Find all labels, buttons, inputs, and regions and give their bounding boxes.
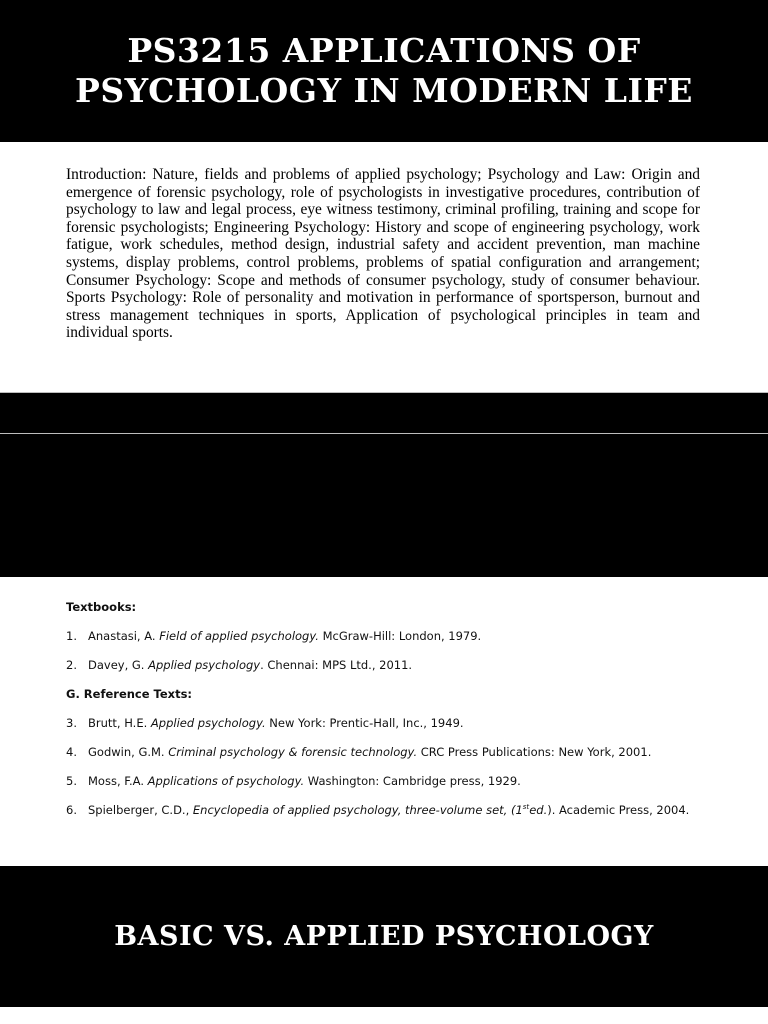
item-number: 2. (66, 658, 77, 672)
item-number: 3. (66, 716, 77, 730)
item-number: 5. (66, 774, 77, 788)
syllabus-paragraph: Introduction: Nature, fields and problems of applied psychology; Psychology and Law: Origin and emergence of forensic psychology, role of psychologists in investigative procedures, contribution of psychology to law and legal process, eye witness testimony, criminal profiling, training and scope for forensic psychologists; Engineering Psychology: History and scope of engineering psychology, work fatigue, work schedules, method design, industrial safety and accident prevention, man machine systems, display problems, control problems, problems of spatial configuration and arrangement; Consumer Psychology: Scope and methods of consumer psychology, study of consumer behaviour. Sports Psychology: Role of personality and motivation in performance of sportsperson, burnout and stress management techniques in sports, Application of psychological principles in team and individual sports. (66, 166, 700, 342)
item-text: Anastasi, A. Field of applied psychology. McGraw-Hill: London, 1979. (88, 629, 482, 643)
item-number: 4. (66, 745, 77, 759)
section-title: BASIC VS. APPLIED PSYCHOLOGY (114, 921, 654, 952)
list-item (66, 745, 726, 761)
item-text: Brutt, H.E. Applied psychology. New York: Prentic-Hall, Inc., 1949. (88, 716, 464, 730)
list-item (66, 629, 726, 645)
item-text: Godwin, G.M. Criminal psychology & forensic technology. CRC Press Publications: New York, 2001. (88, 745, 652, 759)
textbooks-heading: Textbooks: (66, 600, 137, 614)
list-item (66, 774, 726, 790)
black-band-upper (0, 392, 768, 433)
item-text: Moss, F.A. Applications of psychology. Washington: Cambridge press, 1929. (88, 774, 521, 788)
course-title: PS3215 APPLICATIONS OF PSYCHOLOGY IN MODERN LIFE (75, 31, 693, 110)
item-number: 6. (66, 803, 77, 817)
list-item (66, 658, 726, 674)
item-number: 1. (66, 629, 77, 643)
reference-list (66, 600, 726, 832)
list-item (66, 803, 726, 819)
black-band-lower (0, 433, 768, 577)
list-item (66, 716, 726, 732)
closing-banner (0, 866, 768, 1007)
item-text: Davey, G. Applied psychology. Chennai: MPS Ltd., 2011. (88, 658, 413, 672)
item-text: Spielberger, C.D., Encyclopedia of applied psychology, three-volume set, (1sted.). Academic Press, 2004. (88, 803, 690, 817)
title-banner (0, 0, 768, 142)
reference-heading: G. Reference Texts: (66, 687, 193, 701)
